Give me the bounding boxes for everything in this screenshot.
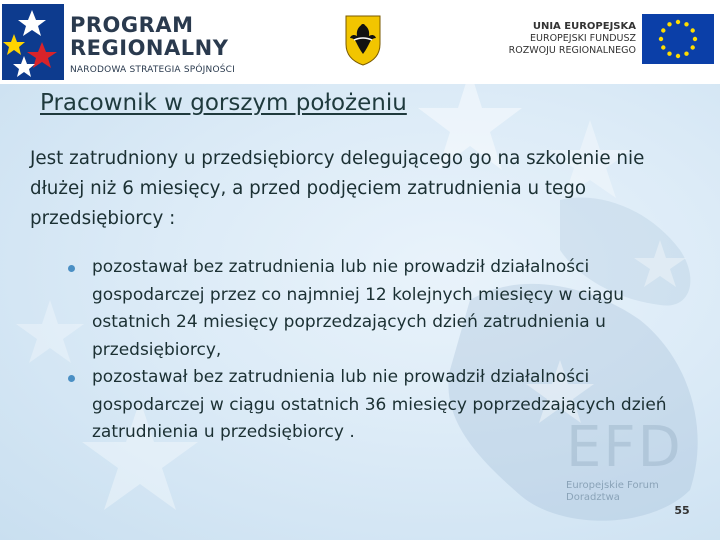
program-regionalny-logo-icon	[2, 4, 64, 80]
program-logo-subtitle: NARODOWA STRATEGIA SPÓJNOŚCI	[70, 65, 235, 75]
bullet-item	[68, 254, 688, 364]
eu-flag-icon	[642, 14, 714, 64]
eu-line1: UNIA EUROPEJSKA	[532, 21, 636, 32]
efd-watermark-logo	[566, 415, 712, 503]
slide-header	[0, 0, 720, 84]
program-regionalny-text	[70, 14, 235, 75]
efd-watermark-caption: Europejskie Forum Doradztwa	[566, 480, 659, 503]
program-logo-line1: PROGRAM	[70, 13, 194, 37]
eu-line3: ROZWOJU REGIONALNEGO	[508, 45, 636, 56]
bullet-text: pozostawał bez zatrudnienia lub nie prowadził działalności gospodarczej przez co najmniej 12 kolejnych miesięcy w ciągu ostatnich 24 miesięcy poprzedzających dzień zatrudnienia u przedsiębiorcy,	[92, 257, 625, 360]
bullet-dot-icon	[68, 265, 75, 272]
efd-watermark-letters: EFD	[566, 415, 683, 480]
coat-of-arms-icon	[344, 14, 382, 66]
eu-text	[480, 20, 636, 57]
slide-title: Pracownik w gorszym położeniu	[40, 90, 407, 116]
eu-line2: EUROPEJSKI FUNDUSZ	[530, 33, 636, 44]
bullet-dot-icon	[68, 375, 75, 382]
intro-paragraph: Jest zatrudniony u przedsiębiorcy delegującego go na szkolenie nie dłużej niż 6 miesięcy, a przed podjęciem zatrudnienia u tego przedsiębiorcy :	[30, 148, 645, 229]
bullet-text: pozostawał bez zatrudnienia lub nie prowadził działalności gospodarczej w ciągu ostatnich 36 miesięcy poprzedzających dzień zatrudnienia u przedsiębiorcy .	[92, 367, 667, 442]
page-number: 55	[674, 504, 690, 517]
program-logo-line2: REGIONALNY	[70, 36, 229, 60]
